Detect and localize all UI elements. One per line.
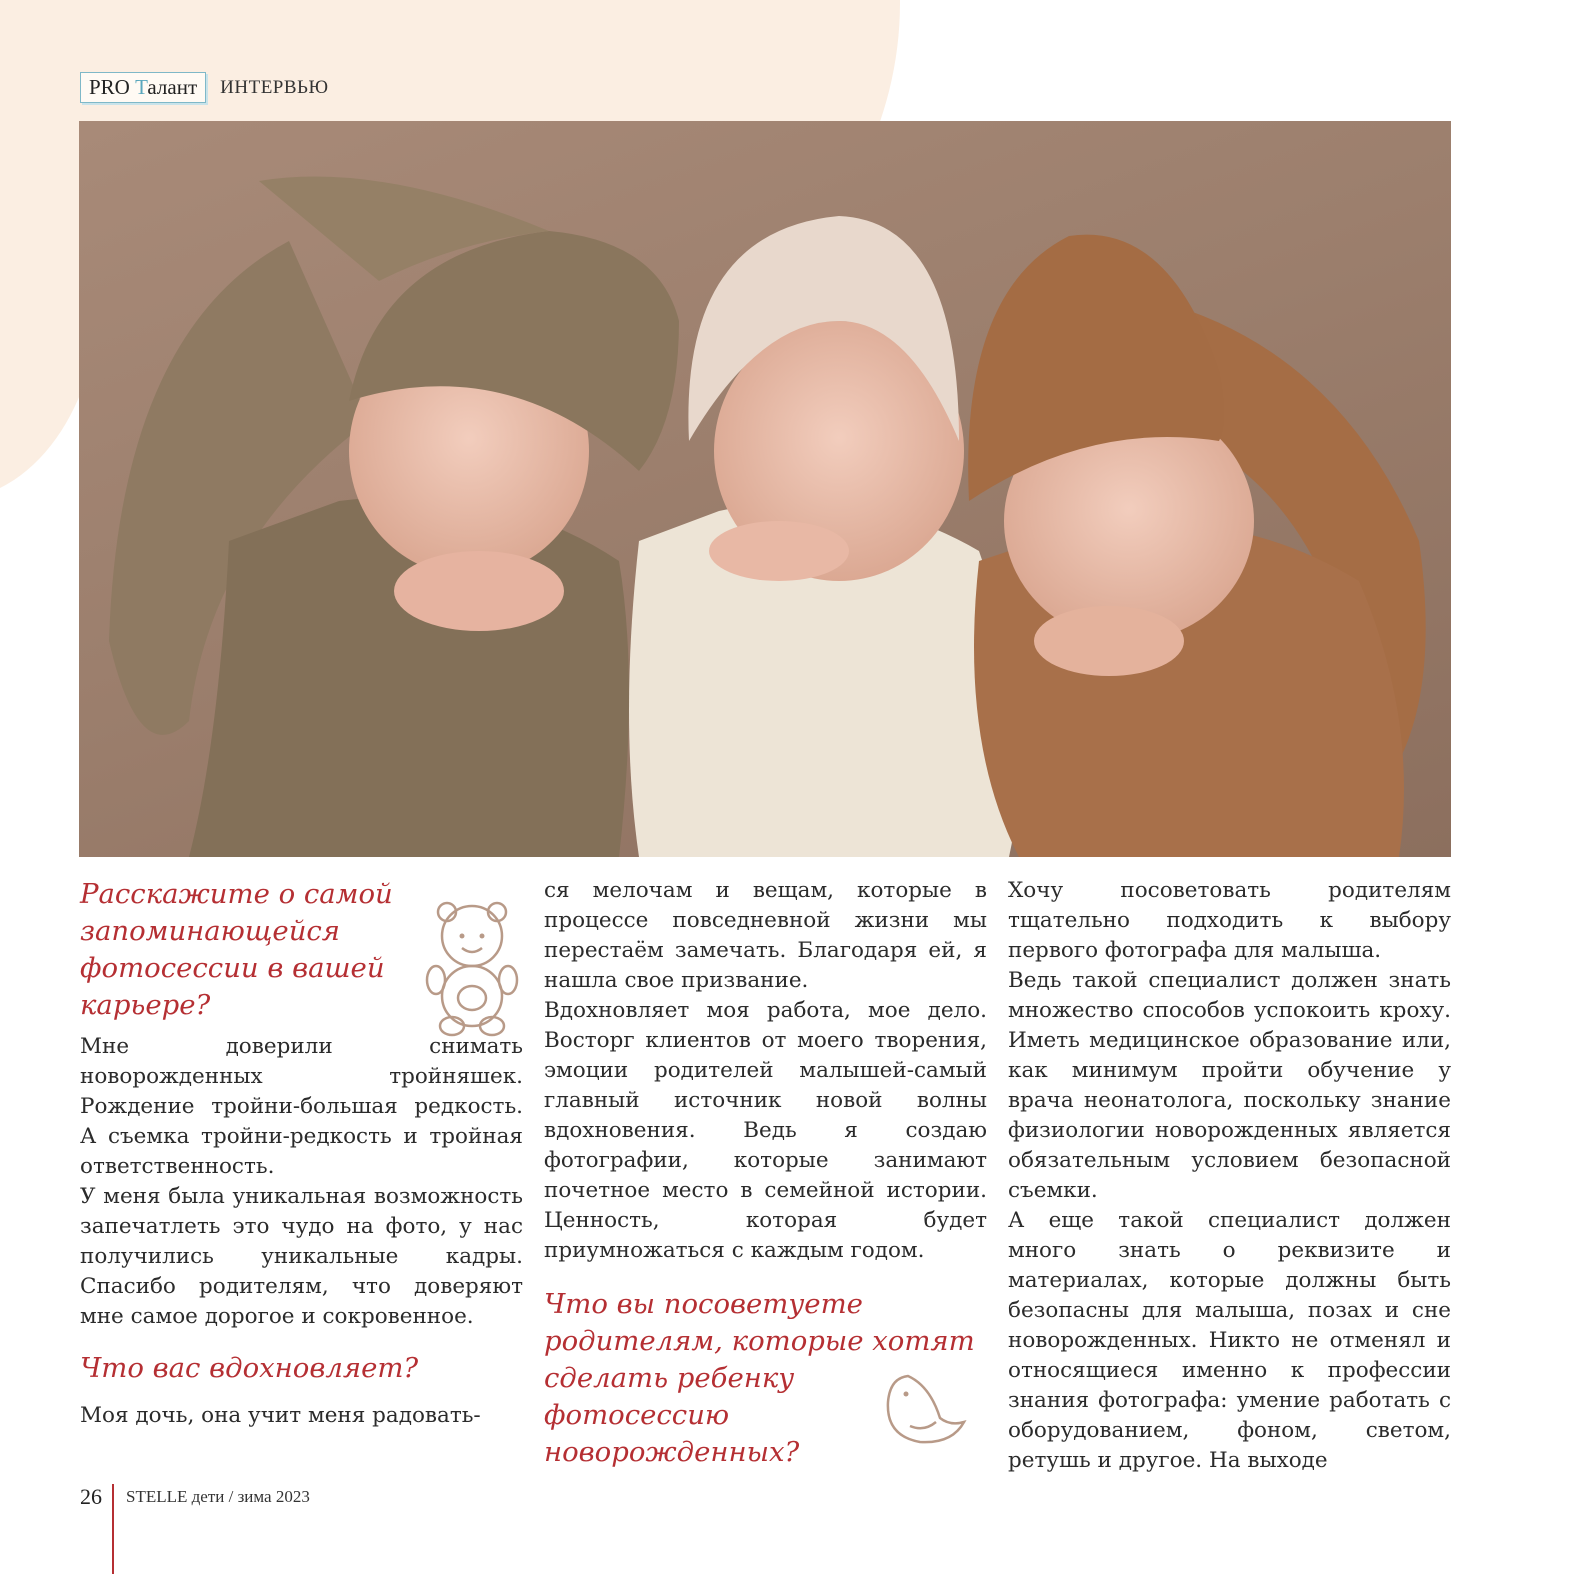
answer-paragraph: ся мелочам и вещам, которые в процессе повседневной жизни мы перестаём замечать. Благодаря ей, я нашла свое призвание. — [544, 878, 987, 993]
answer-paragraph: У меня была уникальная возможность запечатлеть это чудо на фото, у нас получились уникальные кадры. Спасибо родителям, что доверяют мне самое дорогое и сокровенное. — [80, 1184, 523, 1329]
photo-illustration — [79, 121, 1451, 857]
question-heading: Расскажите о самой запоминающейся фотосессии в вашей карьере? — [80, 878, 393, 1021]
rubric-badge: PRO Талант — [80, 72, 206, 103]
answer-paragraph: Вдохновляет моя работа, мое дело. Восторг клиентов от моего творения, эмоции родителей малышей-самый главный источник новой волны вдохновения. Ведь я создаю фотографии, которые занимают почетное место в семейной истории. Ценность, которая будет приумножаться с каждым годом. — [544, 998, 987, 1263]
answer-paragraph: Мне доверили снимать новорожденных тройняшек. Рождение тройни-большая редкость. А съемка тройни-редкость и тройная ответственность. — [80, 1034, 523, 1179]
column-1 — [80, 876, 523, 1431]
page-number: 26 — [80, 1484, 102, 1509]
answer-paragraph: А еще такой специалист должен много знать о реквизите и материалах, которые должны быть безопасны для малыша, позах и сне новорожденных. Никто не отменял и относящиеся именно к профессии знания фотографа: умение работать с оборудованием, фоном, светом, ретушь и другое. На выходе — [1008, 1208, 1451, 1473]
newborn-triplets-photo — [79, 121, 1451, 857]
column-2 — [544, 876, 987, 1471]
question-heading: Что вас вдохновляет? — [80, 1352, 419, 1384]
publication-info: STELLE дети / зима 2023 — [126, 1487, 310, 1506]
teddy-bear-icon — [422, 898, 522, 1038]
answer-paragraph: Хочу посоветовать родителям тщательно подходить к выбору первого фотографа для малыша. — [1008, 878, 1451, 963]
section-label: ИНТЕРВЬЮ — [220, 76, 329, 98]
answer-paragraph: Моя дочь, она учит меня радовать- — [80, 1403, 481, 1428]
question-heading: Что вы посоветуете родителям, которые хотят сделать ребенку фотосессию новорожденных? — [544, 1288, 975, 1468]
page-footer — [80, 1484, 310, 1510]
column-3 — [1008, 876, 1451, 1476]
bird-icon — [880, 1366, 970, 1456]
page-header — [80, 72, 329, 103]
answer-paragraph: Ведь такой специалист должен знать множество способов успокоить кроху. Иметь медицинское образование или, как минимум пройти обучение у врача неонатолога, поскольку знание физиологии новорожденных является обязательным условием безопасной съемки. — [1008, 968, 1451, 1203]
